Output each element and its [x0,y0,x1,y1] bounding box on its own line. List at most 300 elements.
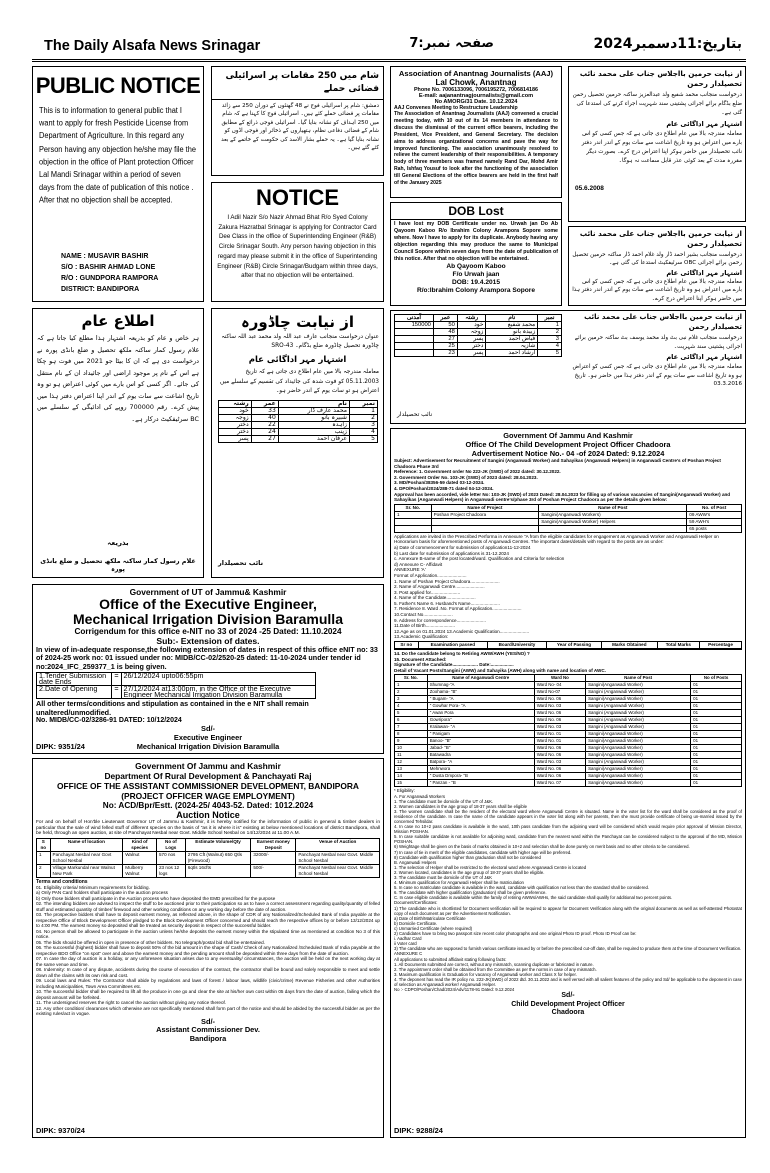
auction-dipk: DIPK: 9370/24 [36,1126,85,1135]
table-cell: Ward No. 06 [534,745,585,752]
table-cell: Sangini (Anganwadi Worker) [586,710,691,717]
table-cell: 1 [538,322,562,329]
table-cell: Ward No. 03 [534,759,585,766]
table-cell: " Dusta Dmpora- "B [427,773,534,780]
text-line: C. In case eligible candidate is available within the family of retiring AWWs/AWHs, the said candidate shall qualify for additional two percent points. [394,895,673,901]
table-cell: 4 [349,429,377,436]
text-line: 1. Name of Poshan Project Chadoora....................... [394,578,500,584]
text-line: 4. In case no 10+2 pass candidate is available in the ward, 10th pass candidate from the adjoining ward will be considered which would require prior approval of Mission Director, Mission POSHAN. [394,824,742,835]
urdu-notice-3 [390,310,746,424]
table-cell: Gowripora" [427,717,534,724]
text-line: 5. In case suitable candidate is not available for adjoining ward, candidate from the nearest ward within the Panchayat can be considered subject to the approval of the MD, Mission POSHAN. [394,834,742,845]
public-notice-ro: R/O : GUNDPORA RAMPORA [61,275,159,282]
auction-sign2: Bandipora [189,1033,227,1043]
table-header-cell: Venue of Auction [296,838,380,851]
table-cell: Panchayat Nesbal near Govt. Middle School Nesbal [296,851,380,864]
table-cell: 50 [433,322,457,329]
table-row [395,703,742,710]
table-cell: Sangini (Anganwadi Worker) [586,703,691,710]
table-cell: 2795 Cft (Walnut) 650 Qtls (Firewood) [185,851,251,864]
table-header-cell: Total Marks [657,642,699,649]
table-cell: Zoohama- "B" [427,689,534,696]
table-cell: 27 [433,336,457,343]
auction-terms-head: Terms and conditions [36,878,88,885]
text-line: 6) Weightage shall be given on the basis of marks obtained in 10+2 and selection shall be done purely on merit basis and no other criteria to be considered. [394,844,690,850]
aaj-notice [390,66,562,198]
table-cell: 01 [691,752,742,759]
table-cell: 23 nos 12 logs [157,864,186,877]
table-cell [395,350,434,357]
text-line: 6. The candidate with higher qualification (graduation) shall be given preference. [394,890,547,896]
table-cell: 40 [251,415,278,422]
table-cell: 2 [538,329,562,336]
text-line: 11. The undersigned reserves the right to cancel the auction without giving any notice thereof. [36,1000,227,1006]
ee-govt: Government of UT of Jammu& Kashmir [129,587,287,597]
table-cell: 01 [691,682,742,689]
urdu-notice-1-date: 05.6.2008 [575,185,604,192]
table-header-cell: Name of Anganwadi Centre [427,675,534,682]
ee-dipk: DIPK: 9351/24 [36,742,85,751]
auction-sd: Sd/- [201,1016,215,1026]
text-line: 14. Do the candidate belong to Retiring AWW/AWH (YES/NO) ? [394,651,530,657]
table-cell: 01 [691,717,742,724]
public-notice-name: NAME : MUSAVIR BASHIR [61,253,149,260]
table-cell [395,336,434,343]
text-line: Format of Application....................... [394,572,467,578]
cdpo-vacancy-table [394,674,742,787]
table-cell: 3 [395,696,428,703]
table-cell: 4 [538,343,562,350]
table-row [37,864,380,877]
table-cell: 570 nos [157,851,186,864]
urdu-notice-2-title: از نیابت حرمین بااجلاس جناب علی محمد نائب تحصیلدار رحمن [579,229,742,248]
table-header-cell: Percentage [700,642,742,649]
table-cell: 4 [395,703,428,710]
notice-contractor-card [211,182,384,302]
table-cell [488,649,547,650]
text-line: 03. The prospective bidders shall have to deposit earnest money, as reflected above, in the shape of CDR of any Nationalized/Scheduled Bank of India payable at the respective Office of Block Development Officer pledged to the Block Development Officer concerned and should reach the respective offices by or before 13/12/2024 up to 4:00 PM. The earnest money so deposited shall be treated as security deposit in respect of the successful bidder. [36,912,380,929]
text-line: 2. Government Order No. 103-JK (SWD) of 2023 dated: 28.04.2023. [394,474,538,480]
table-cell [539,525,687,532]
table-header-cell: Year of Passing [546,642,601,649]
table-cell: Ward No. 03 [534,703,585,710]
urdu-notice-1-head: اشتہار مہر اداگائی عام [666,120,742,128]
table-header-cell: Name of Post [539,504,687,511]
text-line: b) Last date for submission of applications is 31-12.2024 [394,550,509,556]
table-row [37,851,380,864]
text-line: No :- CDPO/Poshan/Chad/2024/Adv/1178-91 Dated: 9.12.2024 [394,987,515,993]
table-cell: Sangini(Anganwadi Worker) [586,731,691,738]
chadoora-head: اشتہار مہر اداگائی عام [248,355,347,366]
table-cell: 48 [433,329,457,336]
cdpo-notice [390,428,746,1138]
cdpo-adv: Advertisement Notice No.- 04 -of 2024 Dated: 9.12.2024 [471,449,665,458]
table-cell: 01 [691,766,742,773]
auction-dept: Department Of Rural Development & Panchayati Raj [104,771,312,781]
table-cell [418,649,488,650]
table-header-cell: رشتہ [219,401,252,408]
table-cell: 6qtls 16cfts [185,864,251,877]
public-notice-so: S/O : BASHIR AHMAD LONE [61,264,156,271]
chadoora-sign: نائب تحصیلدار [218,559,264,567]
table-row [395,724,742,731]
table-cell [431,518,539,525]
table-cell: 01 [691,703,742,710]
ee-no: No. MIDB/CC-02/3286-91 DATED: 10/12/2024 [36,717,182,725]
table-cell: 1 [349,408,377,415]
cdpo-govt: Government Of Jammu And Kashmir [503,431,633,440]
table-cell: 01 [691,738,742,745]
paper-name: The Daily Alsafa News Srinagar [44,38,261,54]
urdu-notice-1-body: درخواست منجانب محمد شفیع ولد عبدالعزیز ساکنہ حرمین تحصیل رحمن ضلع بڈگام برائے اجرائی پشتینی سند شہریت اجراء کرنے کی استدعا کی گئی ہے۔ [572,92,742,116]
table-cell: 2 [349,415,377,422]
urdu-notice-1-body2: معاملہ مندرجہ بالا میں عام اطلاع دی جاتی ہے کہ جس کسی کو اس بارے میں اعتراض ہو وہ تاریخ اشاعت سے سات یوم کے اندر اندر دفتر نائب تحصیلدار میں حاضر ہوکر اپنا اعتراض درج کرے۔ بصورت دیگر مقررہ مدت کے بعد کوئی عذر قابل سماعت نہ ہوگا۔ [581,131,742,164]
table-row [395,329,562,336]
table-cell: دختر [457,343,485,350]
ee-dates-table [36,672,316,699]
table-cell [602,649,658,650]
table-cell: Mehnwora [427,766,534,773]
table-cell [700,649,742,650]
table-cell: = [112,673,121,686]
table-header-cell: No of Posts [691,675,742,682]
auction-no: No: ACD/Bpr/Estt. (2024-25/ 4043-52. Dated: 1012.2024 [102,801,314,810]
cdpo-qualification-table [394,641,742,650]
table-cell: Mulberry Walnut [123,864,157,877]
notice-title: NOTICE [255,185,340,210]
table-cell: پسر [457,350,485,357]
urdu-notice-2-head: اشتہار مہر اداگائی عام [666,268,742,277]
table-cell: 01 [691,731,742,738]
table-cell [395,518,432,525]
news-israel-syria [211,66,384,176]
aaj-email: E-mail: aajanantnagjournalists@gmail.com [418,93,534,99]
table-cell: Sangini(Anganwadi Worker) Helpers [539,518,687,525]
table-row [395,350,562,357]
table-header-cell: Sr. No. [395,675,428,682]
table-row [219,436,378,443]
table-header-row [37,838,380,851]
auction-intro: For and on behalf of Hon'ble Lieutenant Governor UT of Jammu & Kashmir, it is hereby notified for the information of public in general & timber dealers in particular that the sale of wind felled stuff of different species on the basis of "as it is where it is" existing at below mentioned locations of district Bandipora, shall be held, through an open auction, at site of Panchayat Nesbal near Govt. Middle School Nesbal on 14/12/2024 at 11.00 A.M. [36,820,380,837]
text-line: 2. Women located, candidates in the age group of 18-37 years shall be eligible. [394,869,545,875]
urdu-notice-3-table [394,314,562,357]
table-cell: دختر [219,422,252,429]
table-header-cell: Name of Post [586,675,691,682]
table-cell: Ward No-07 [534,689,585,696]
text-line: 9. Address for correspondence....................... [394,617,486,623]
table-cell: خود [219,408,252,415]
cdpo-sign2: Chadoora [551,1008,585,1016]
table-row [395,752,742,759]
table-cell: 1 [37,851,51,864]
table-cell: Panchayat Nesbal near Govt. Middle School Nesbal [296,864,380,877]
table-cell: 2 [37,864,51,877]
page-number: صفحہ نمبر:7 [409,36,494,51]
table-cell: Batawadra [427,752,534,759]
table-row [37,686,316,699]
text-line: a) Date of Birth/Matriculate Certificate [394,915,466,921]
text-line: 3. The candidate must be domicile of the UT of J&K [394,875,493,880]
table-cell: Sangini(Anganwadi Worker) [586,766,691,773]
exec-engineer-notice [32,584,384,754]
table-cell: " Bugam- "A [427,696,534,703]
table-header-cell: نام [486,315,538,322]
table-cell: 15 [395,780,428,787]
table-cell: Sangini(Anganwadi Worker) [586,745,691,752]
dob-title: DOB Lost [391,203,561,220]
chadoora-table [218,400,378,443]
aaj-body: The Association of Anantnag Journalists (AAJ) convened a crucial meeting today, with 10 out of its 14 members in attendance to discuss the dismissal of the current office bearers, including the President, Vice President, and General Secretary. The decision aims to address organizational concerns and pave the way for improved functioning. The association unanimously resolved to relieve the current leadership of their responsibilities. A temporary body of three members was framed namely Rand Dar, Mohd Amir Rah, Ishfaq Yousuf to look after the functioning of the association till General Elections of the office bearers are held in the first half of the January 2025 [394,111,558,187]
table-cell: زوجہ [219,415,252,422]
text-line: 1. The candidate must be domicile of the UT of J&K. [394,798,494,804]
table-header-cell: Ward No [534,675,585,682]
table-cell: 32000/- [251,851,296,864]
table-cell: 27 [251,436,278,443]
text-line: 09. Local laws and Rules: The Contractor shall abide by regulations and laws of forest / labour laws, wildlife (civic/crime) Revenue Fisheries and other Authorities including Municipalities, Town Area Committees etc. [36,978,380,989]
table-cell: Sangini(Anganwadi Worker) [586,738,691,745]
table-cell: 10 [395,745,428,752]
text-line: a) Date of commencement for submission of application11-12-2024 [394,544,531,550]
cdpo-posts-table [394,504,742,533]
text-line: 2. The appointment order shall be obtained from the Committee as per the norms in case of any mismatch. [394,966,597,972]
table-cell: پسر [219,436,252,443]
dob-name: Ab Qayoom Kaboo [446,263,506,271]
table-header-cell: Marks Obtained [602,642,658,649]
table-cell: Ward No. 06 [534,752,585,759]
table-cell: شبیرہ بانو [278,415,349,422]
text-line: 3. Post applied for....................... [394,589,461,595]
table-cell: 01 [691,689,742,696]
table-cell: 13 [395,766,428,773]
table-cell [546,649,601,650]
public-notice-title: PUBLIC NOTICE [35,73,201,98]
table-cell: Ward No. 01 [534,731,585,738]
text-line: All applications to submitted affidavit stating following facts: [394,956,507,962]
table-cell: 1 [395,682,428,689]
table-cell: 9 [395,738,428,745]
ee-footer: All other terms/conditions and stipulation as contained in the e NIT shall remain unaltered/unmodified. [36,699,309,717]
table-cell: Ward No. 06 [534,766,585,773]
table-cell: Poshan Project Chadoora [431,511,539,518]
text-line: d) Annexure C- Affidavit [394,561,443,567]
table-cell: زبیدہ بانو [486,329,538,336]
text-line: Applications are invited in the Prescribed Performa in Annexure "A from the eligible candidates for engagement as Anganwadi Worker and Anganwadi Helper on Honorarium basis for aforementioned posts of Anganwadi Centres. The important dates/details with regard to the posts are as under: [394,533,719,545]
auction-govt: Government Of Jammu and Kashmir [135,761,281,771]
auction-title: Auction Notice [176,810,240,820]
news-headline: شام میں 250 مقامات پر اسرائیلی فضائی حملے [212,67,383,100]
table-cell: Ward No. 06 [534,710,585,717]
table-header-cell: Name of Project [431,504,539,511]
table-header-cell: نام [278,401,349,408]
text-line: 2. Name of Anganwadi Centre....................... [394,584,485,590]
public-notice [32,66,204,302]
urdu-notice-2 [568,226,746,306]
urdu-public-notice [32,308,204,578]
table-cell: " Panzan - "B [427,780,534,787]
urdu-notice-2-body: درخواست منجانب بشیر احمد ڈار ولد غلام احمد ڈار ساکنہ حرمین تحصیل رحمن برائے اجرائی OBC سرٹیفکیٹ استدعا کی گئی ہے۔ [572,252,742,267]
table-cell: ارشاد احمد [486,350,538,357]
table-cell: Ward No. 06 [534,717,585,724]
table-cell: 1 [395,511,432,518]
text-line: ANNEXURE 'A' [394,567,426,573]
table-cell: = [112,686,121,699]
table-cell [395,649,419,650]
text-line: 05. The bids should be offered in open in presence of other bidders. No telegraph/postal bid shall be entertained. [36,939,265,945]
text-line: 3. MD/Poshan/38356-59 dated 03-12-2024. [394,480,485,486]
table-cell: 01 [691,745,742,752]
text-line: 07. In case the day of auction is a holiday, or any unforeseen situation arises due to any eventuality/ circumstances, the auction will be held on the next working day at the same venue and time. [36,956,380,967]
table-cell: دختر [219,429,252,436]
news-body: دمشق: شام پر اسرائیلی فوج نے 48 گھنٹوں کے دوران 250 سے زائد مقامات پر فضائی حملے کئے ہیں۔ اسرائیلی فوج کا کہنا ہے کہ شام میں 250 اہداف کو نشانہ بنایا گیا۔ اسرائیلی فوجی ذرائع کے مطابق شام کے فضائی دفاعی نظام، ہتھیاروں کے ذخائر اور فوجی اڈوں کو نشانہ بنایا گیا ہے۔ یہ حملے بشار الاسد کی حکومت کے خاتمے کے بعد کئے گئے ہیں۔ [221,103,379,152]
table-cell: پسر [457,336,485,343]
table-cell: 01 [691,773,742,780]
table-cell: فیاض احمد [486,336,538,343]
table-cell: 14 [395,773,428,780]
table-cell: 12 [395,759,428,766]
chadoora-body: عنوان درخواست منجانب عارف عبد اللہ ولد محمد عبد اللہ ساکنہ چاڈورہ تحصیل چاڈورہ ضلع بڈگام۔ SRO-43 [221,334,379,350]
table-row [395,511,742,518]
table-row [395,689,742,696]
table-cell: Walnut [123,851,157,864]
table-row [395,710,742,717]
text-line: 4. Name of the Candidate....................... [394,595,476,601]
table-row [395,649,742,650]
text-line: 02. The intending bidders are advised to inspect the stuff to be auctioned prior to their participation so as to have a correct assessment regarding quality/quantity of felled stuff and estimated quantity of timber/ firewood and other working conditions on any working day before the date of auction. [36,901,380,912]
text-line: 2. Women candidates in the age group of 18-37 years shall be eligible [394,803,527,809]
table-header-cell: عمر [251,401,278,408]
table-cell: Sangini (Anganwadi Worker) [586,724,691,731]
table-cell: 01 [691,696,742,703]
table-cell: 01 [691,724,742,731]
cdpo-office: Office Of The Child Development Project Officer Chadoora [465,440,671,449]
table-cell [431,525,539,532]
table-header-cell: Kind of species [123,838,157,851]
table-cell: 8 [395,731,428,738]
dob-body: I have lost my DOB Certificate under no. Urwah jan Do Ab Qayoom Kaboo R/o Ibrahim Colony Arampora Sopore some where. Now I have to apply for its duplicate. Anybody having any objection regarding this may produce the same to Municipal Council Sopore within seven days from the date of publication of this notice. After that no objection will be entertained. [394,221,558,262]
table-cell: شازیہ [486,343,538,350]
table-cell: " Awan Pora [427,710,534,717]
table-cell: محمد شفیع [486,322,538,329]
ee-sign1: Executive Engineer [173,733,243,743]
table-header-cell: Estimate Volume/Qty [185,838,251,851]
table-header-row [395,315,562,322]
text-line: 4. Minimum qualification for Anganwadi Helper shall be matriculation [394,880,524,886]
text-line: a) Only PAN Card holders shall participate in the auction process [36,890,168,896]
table-header-cell: عمر [433,315,457,322]
text-line: ii Voter card [394,941,417,947]
table-cell: Sangini(Anganwadi Worker) [586,780,691,787]
table-cell: 6 [395,717,428,724]
table-cell: Village Markundal near Walnut New Park [50,864,123,877]
ee-corrigendum: Corrigendum for this office e-NIT no 33 of 2024 -25 Dated: 11.10.2024 [74,627,342,636]
text-line: 7) In case of tie in merit of the eligible candidates, candidate with higher age will be preferred. [394,849,572,855]
table-row [395,766,742,773]
table-cell: 1.Tender Submission date Ends [37,673,112,686]
cdpo-sign1: Child Development Project Officer [511,1000,625,1008]
table-row [395,696,742,703]
table-cell: Ward No. 06 [534,773,585,780]
aaj-address: Lal Chowk, Anantnag [435,78,517,87]
dob-residence: R/o:Ibrahim Colony Arampora Sopore [416,287,536,295]
table-cell: Ward No. 03 [534,724,585,731]
table-cell [395,329,434,336]
table-cell: 500/- [251,864,296,877]
table-cell: 150000 [395,322,434,329]
table-cell: Sangini(Anganwadi Worker) [586,773,691,780]
aaj-subhead: AAJ Convenes Meeting to Restructure Leadership [394,105,518,111]
text-line: 1) The candidate who is shortlisted for Document verification will be required to appear for Document Verification along with the original documents as well as self-attested Photostat copy of each document as per the Advertisement Notification. [394,905,742,916]
table-cell: Sangini (Anganwadi Worker) [586,759,691,766]
table-row [395,682,742,689]
text-line: 2) Candidates have to bring two passport size recent color photographs and one original Photo ID proof. Photo ID Proof can be: [394,931,637,937]
aaj-phone: Phone No. 7006133096, 7006195272, 7006814186 [413,87,539,93]
table-cell: Panchayat Nesbal near Govt School Nesbal [50,851,123,864]
elaan-title: اطلاع عام [81,312,155,330]
text-line: 4. The deponent has read the IR policy no. 222-JK(SWD) of 2022 dtd. 30.11.2022 and is well versed with all salient features of the policy and Sd/ be applicable to the deponent in case of selection as Anganwadi worker/ Anganwadi Helper. [394,976,742,987]
text-line: 1. The selection of Helper shall be restricted to the electoral ward where Anganwadi Centre is located [394,864,587,870]
table-cell: 01 [691,759,742,766]
public-notice-body: This is to information to general public that I want to apply for fresh Pesticide License from Department of Agriculture. In this regard any Person having any objection he/she may file the objection in the office of Plant protection Officer Lal Mandi Srinagar within a period of seven days from the date of publication of this notice . After that no objection shall be accepted. [39,104,196,206]
table-cell: Ward No- 04 [534,682,585,689]
table-cell: 11 [395,752,428,759]
table-header-cell: نمبر [349,401,377,408]
text-line: 10. The successful bidder shall be required to lift all the produce in one go and clear the site at his/her own cost within 05 days from the date of auction, failing which the deposit amount will be forfeited. [36,989,380,1000]
text-line: b) Domicile Certificate. [394,920,438,926]
text-line: Document/Certificates: [394,900,438,906]
table-header-cell: Sr. No. [395,504,432,511]
notice-body: I Adil Nazir S/o Nazir Ahmad Bhat R/o Syed Colony Zakura Hazratbal Srinagar is applying for Contractor Card Dee Class in the office of Superintending Engineer (R&B) Circle Srinagar South. Any person having objection in this regard may please submit it in the office of Superintending Engineer (R&B) Circle Srinagar/Budgam within three days, after that no objection will be entertained. [217,214,378,280]
table-cell: 22 [251,422,278,429]
table-header-cell: Earnest money Deposit [251,838,296,851]
dob-father: F/o Urwah jaan [452,271,500,279]
table-cell: 3 [349,422,377,429]
text-line: 01. Eligibility criteria/ Minimum requirements for bidding. [36,884,150,890]
cdpo-mid [391,651,745,673]
urdu-notice-1-title: از نیابت حرمین بااجلاس جناب علی محمد نائب تحصیلدار رحمن [579,69,742,88]
text-line: 12.Age as on 01.01.2024 13.Academic Qualification....................... [394,628,530,634]
auction-table [36,838,380,878]
table-cell: 7 [395,724,428,731]
table-cell: Jabad- "B" [427,745,534,752]
aaj-ref: No AMORG/31 Date. 10.12.2024 [434,99,518,105]
chadoora-title: از نیابت چاڈورہ [241,313,354,331]
table-header-row [395,642,742,649]
table-cell: زوجہ [457,329,485,336]
cdpo-approval: Approval has been accorded, vide letter No: 103-JK (SWD) of 2023 Dated: 28.04.2023 for filling up of various vacancies of Sangini(Anganwadi Worker) and Sahayikas (Anganwadi Helpers) in Anganwadi centre's/phase 3rd of Poshan Project Chadoora as per the details given below: [394,491,731,503]
text-line: 04. No person shall be allowed to participate in the auction unless he/she deposits the earnest money within the stipulated time as mentioned at condition No 3 of this notice. [36,928,380,940]
table-header-cell: Examination passed [418,642,488,649]
ee-sd: Sd/- [201,724,215,734]
table-cell: 65 posts [687,525,742,532]
auction-sign1: Assistant Commissioner Dev. [156,1025,260,1035]
table-cell: 25 [433,343,457,350]
table-header-cell: Name of location [50,838,123,851]
urdu-notice-3-head: اشتہار مہر اداگائی عام [666,353,742,362]
table-cell: 23 [433,350,457,357]
text-line: 13.Academic Qualification: [394,634,449,640]
table-cell: 3 [538,336,562,343]
cdpo-subject: Subject: Advertisement for Recruitment of Sangini (Anganwadi Worker) and Sahayikas (Anganwadi Helpers) in Anganwadi Centre's of Poshan Project Chadoora Phase 3rd [394,458,721,469]
text-line: i. Aadhar Card [394,936,422,942]
table-cell: 24 [251,429,278,436]
text-line: 11.Date of Birth....................... [394,623,455,629]
text-line: 5. In case no matriculate candidate is available in the ward, candidate with qualification not less than the standard shall be considered. [394,885,650,891]
text-line: B. Anganwadi Helpers [394,859,437,865]
table-row [395,745,742,752]
text-line: 7. Residence 8. Ward .No. Format of Application....................... [394,606,522,612]
table-cell: خود [457,322,485,329]
cdpo-form [391,534,745,640]
